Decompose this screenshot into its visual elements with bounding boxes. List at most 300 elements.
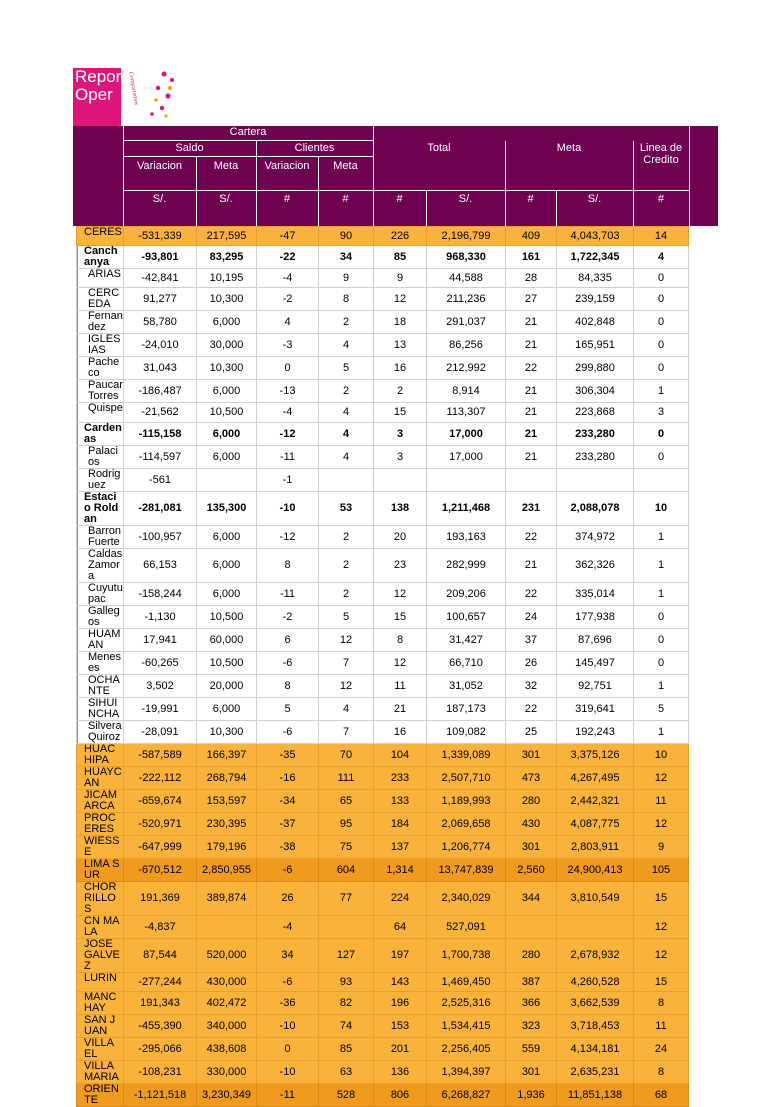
unit-meta-amount: S/. (587, 193, 602, 205)
table-row (77, 491, 689, 525)
table-row (77, 525, 689, 548)
cell: 2,635,231 (557, 1060, 634, 1083)
cell: 0 (634, 445, 689, 468)
cell: -11 (257, 582, 319, 605)
cell: 4 (319, 403, 374, 422)
cell: 2,088,078 (557, 491, 634, 525)
row-name: Cuyutupac (77, 582, 124, 605)
table-row (77, 789, 689, 812)
cell: -93,801 (124, 246, 197, 269)
cell: 1,339,089 (427, 743, 506, 766)
cell: 280 (506, 938, 557, 972)
cell: 11 (634, 1014, 689, 1037)
table-row (77, 445, 689, 468)
cell: 21 (506, 380, 557, 403)
row-name: Fernandez (77, 311, 124, 334)
cell: 2,256,405 (427, 1037, 506, 1060)
cell: -115,158 (124, 422, 197, 445)
cell: -13 (257, 380, 319, 403)
cell (319, 468, 374, 491)
cell: 10,500 (197, 605, 257, 628)
cell: 362,326 (557, 548, 634, 582)
cell: 191,343 (124, 991, 197, 1014)
row-name: OCHANTE (77, 674, 124, 697)
cell: 6,268,827 (427, 1083, 506, 1106)
cell: 143 (374, 972, 427, 991)
cell: 21 (506, 311, 557, 334)
cell: 2,507,710 (427, 766, 506, 789)
cell: 344 (506, 881, 557, 915)
cell: 306,304 (557, 380, 634, 403)
cell: -561 (124, 468, 197, 491)
cell (197, 915, 257, 938)
table-row (77, 1060, 689, 1083)
cell: 12 (634, 938, 689, 972)
cell: 6,000 (197, 380, 257, 403)
cell: -455,390 (124, 1014, 197, 1037)
row-name: Estacio Roldan (77, 491, 124, 525)
cell: 10 (634, 743, 689, 766)
cell: 12 (319, 628, 374, 651)
cell: 1,211,468 (427, 491, 506, 525)
table-row (77, 403, 689, 422)
row-name: IGLESIAS (77, 334, 124, 357)
cell: 409 (506, 227, 557, 246)
cell: 223,868 (557, 403, 634, 422)
cell: 22 (506, 357, 557, 380)
row-name: Gallegos (77, 605, 124, 628)
cell: 330,000 (197, 1060, 257, 1083)
table-row (77, 991, 689, 1014)
cell: 4 (319, 697, 374, 720)
table-row (77, 334, 689, 357)
cell: 11,851,138 (557, 1083, 634, 1106)
cell: -108,231 (124, 1060, 197, 1083)
cell: 1,722,345 (557, 246, 634, 269)
cell: 58,780 (124, 311, 197, 334)
cell: 87,696 (557, 628, 634, 651)
cell: 2,525,316 (427, 991, 506, 1014)
cell: 438,608 (197, 1037, 257, 1060)
row-name: Barron Fuerte (77, 525, 124, 548)
cell: 15 (374, 403, 427, 422)
cell: 231 (506, 491, 557, 525)
table-row (77, 1083, 689, 1106)
cell: 10,500 (197, 651, 257, 674)
cell: 34 (257, 938, 319, 972)
table-row (77, 380, 689, 403)
table-row (77, 835, 689, 858)
table-row (77, 628, 689, 651)
cell (427, 468, 506, 491)
cell: 2,196,799 (427, 227, 506, 246)
cell: 0 (257, 357, 319, 380)
cell: 10 (634, 491, 689, 525)
cell: 1 (634, 525, 689, 548)
table-row (77, 651, 689, 674)
cell: 6,000 (197, 525, 257, 548)
cell: 66,710 (427, 651, 506, 674)
row-name: VILLA MARIA (77, 1060, 124, 1083)
cell: -6 (257, 858, 319, 881)
cell: 280 (506, 789, 557, 812)
cell: 15 (374, 605, 427, 628)
cell: 22 (506, 582, 557, 605)
cell: -34 (257, 789, 319, 812)
cell: 0 (634, 334, 689, 357)
cell: 13 (374, 334, 427, 357)
cell: -295,066 (124, 1037, 197, 1060)
cell: 2,560 (506, 858, 557, 881)
cell: -36 (257, 991, 319, 1014)
cell: 64 (374, 915, 427, 938)
cell: -4 (257, 269, 319, 288)
cell: 105 (634, 858, 689, 881)
cell: 10,500 (197, 403, 257, 422)
cell: 12 (319, 674, 374, 697)
cell: 12 (374, 582, 427, 605)
cell: -670,512 (124, 858, 197, 881)
cell: -222,112 (124, 766, 197, 789)
cell: -47 (257, 227, 319, 246)
cell: 2 (319, 311, 374, 334)
cell: 2,442,321 (557, 789, 634, 812)
row-name: LIMA SUR (77, 858, 124, 881)
cell: 14 (634, 227, 689, 246)
cell: 74 (319, 1014, 374, 1037)
cell: 1,534,415 (427, 1014, 506, 1037)
cell: 17,000 (427, 422, 506, 445)
cell: 5 (319, 357, 374, 380)
cell: 3,502 (124, 674, 197, 697)
cell: 299,880 (557, 357, 634, 380)
row-name: HUAYCAN (77, 766, 124, 789)
cell: -22 (257, 246, 319, 269)
header-clientes: Clientes (294, 142, 335, 154)
cell: 192,243 (557, 720, 634, 743)
cell: 82 (319, 991, 374, 1014)
cell: -6 (257, 651, 319, 674)
cell: 86,256 (427, 334, 506, 357)
cell: 319,641 (557, 697, 634, 720)
cell: -6 (257, 720, 319, 743)
cell: 301 (506, 743, 557, 766)
cell: 387 (506, 972, 557, 991)
cell: 4 (319, 445, 374, 468)
row-name: SAN JUAN (77, 1014, 124, 1037)
cell: 25 (506, 720, 557, 743)
cell: 165,951 (557, 334, 634, 357)
cell: 153,597 (197, 789, 257, 812)
cell: 15 (634, 972, 689, 991)
cell: -21,562 (124, 403, 197, 422)
cell: -114,597 (124, 445, 197, 468)
cell: 1 (634, 548, 689, 582)
cell: -6 (257, 972, 319, 991)
cell: 63 (319, 1060, 374, 1083)
report-table (76, 226, 689, 1107)
cell: 0 (634, 288, 689, 311)
cell: -158,244 (124, 582, 197, 605)
cell: 187,173 (427, 697, 506, 720)
cell: 136 (374, 1060, 427, 1083)
header-cartera: Cartera (229, 126, 267, 138)
cell: 268,794 (197, 766, 257, 789)
cell: 201 (374, 1037, 427, 1060)
unit-clientes-variacion: # (283, 193, 291, 205)
cell: 137 (374, 835, 427, 858)
cell: 22 (506, 525, 557, 548)
cell: 233,280 (557, 422, 634, 445)
cell: 520,000 (197, 938, 257, 972)
cell: 17,000 (427, 445, 506, 468)
table-row (77, 422, 689, 445)
cell: 1 (634, 380, 689, 403)
cell: 9 (634, 835, 689, 858)
cell: 8 (374, 628, 427, 651)
cell: 138 (374, 491, 427, 525)
cell: 2,850,955 (197, 858, 257, 881)
cell (634, 468, 689, 491)
cell: 301 (506, 835, 557, 858)
cell: 1,206,774 (427, 835, 506, 858)
cell: 90 (319, 227, 374, 246)
row-name: JOSE GALVEZ (77, 938, 124, 972)
cell (319, 915, 374, 938)
cell: 22 (506, 697, 557, 720)
cell: -4 (257, 915, 319, 938)
cell: -4,837 (124, 915, 197, 938)
row-name: MANCHAY (77, 991, 124, 1014)
unit-linea: # (657, 193, 665, 205)
cell: 21 (506, 403, 557, 422)
cell: 1,936 (506, 1083, 557, 1106)
cell: 23 (374, 548, 427, 582)
cell: 233,280 (557, 445, 634, 468)
cell: -186,487 (124, 380, 197, 403)
cell: 20 (374, 525, 427, 548)
cell: 6,000 (197, 548, 257, 582)
cell: 4,134,181 (557, 1037, 634, 1060)
cell: 75 (319, 835, 374, 858)
cell: 177,938 (557, 605, 634, 628)
cell: 301 (506, 1060, 557, 1083)
row-name: HUAMAN (77, 628, 124, 651)
cell: 2 (319, 582, 374, 605)
cell: 166,397 (197, 743, 257, 766)
cell: 2 (319, 525, 374, 548)
cell: -24,010 (124, 334, 197, 357)
cell: 4,267,495 (557, 766, 634, 789)
cell: 430 (506, 812, 557, 835)
header-total: Total (427, 142, 451, 154)
table-row (77, 227, 689, 246)
cell: 8 (634, 991, 689, 1014)
table-row (77, 1037, 689, 1060)
cell: 2 (374, 380, 427, 403)
cell: -12 (257, 422, 319, 445)
cell: 6,000 (197, 311, 257, 334)
cell: 1,700,738 (427, 938, 506, 972)
cell: 16 (374, 720, 427, 743)
table-row (77, 357, 689, 380)
cell: 77 (319, 881, 374, 915)
row-name: Meneses (77, 651, 124, 674)
cell: 1,394,397 (427, 1060, 506, 1083)
cell: 5 (257, 697, 319, 720)
cell: 66,153 (124, 548, 197, 582)
cell: 1,314 (374, 858, 427, 881)
cell: 0 (257, 1037, 319, 1060)
cell: 1,189,993 (427, 789, 506, 812)
cell: -16 (257, 766, 319, 789)
cell: 3 (374, 422, 427, 445)
cell: 335,014 (557, 582, 634, 605)
svg-text:Compartamos: Compartamos (127, 71, 140, 106)
cell: 95 (319, 812, 374, 835)
cell: 3,230,349 (197, 1083, 257, 1106)
cell: 4 (257, 311, 319, 334)
cell: 3,810,549 (557, 881, 634, 915)
header-meta-saldo: Meta (213, 160, 239, 172)
cell: -10 (257, 1014, 319, 1037)
cell: 21 (374, 697, 427, 720)
cell: 6,000 (197, 422, 257, 445)
row-name: WIESSE (77, 835, 124, 858)
cell: 21 (506, 445, 557, 468)
cell: 111 (319, 766, 374, 789)
cell: 230,395 (197, 812, 257, 835)
cell: 10,195 (197, 269, 257, 288)
cell: 0 (634, 422, 689, 445)
table-row (77, 881, 689, 915)
cell: 323 (506, 1014, 557, 1037)
cell: 2,069,658 (427, 812, 506, 835)
cell: 16 (374, 357, 427, 380)
row-name: LURIN (77, 972, 124, 991)
table-row (77, 1014, 689, 1037)
cell: 6,000 (197, 697, 257, 720)
cell: 31,043 (124, 357, 197, 380)
cell: -2 (257, 605, 319, 628)
cell: -12 (257, 525, 319, 548)
cell: 37 (506, 628, 557, 651)
table-row (77, 269, 689, 288)
cell: 133 (374, 789, 427, 812)
cell: 127 (319, 938, 374, 972)
cell: 26 (506, 651, 557, 674)
cell: 6,000 (197, 582, 257, 605)
row-name: Cardenas (77, 422, 124, 445)
cell: -11 (257, 1083, 319, 1106)
cell: -531,339 (124, 227, 197, 246)
header-variacion-clientes: Variacion (264, 160, 310, 172)
row-name: VILLA EL (77, 1037, 124, 1060)
cell: 87,544 (124, 938, 197, 972)
cell: 85 (319, 1037, 374, 1060)
cell: 8 (319, 288, 374, 311)
cell: 91,277 (124, 288, 197, 311)
cell: -11 (257, 445, 319, 468)
cell: -1,130 (124, 605, 197, 628)
row-name: PROCERES (77, 812, 124, 835)
table-row (77, 468, 689, 491)
cell: 0 (634, 311, 689, 334)
cell (557, 468, 634, 491)
cell: 184 (374, 812, 427, 835)
cell: -1 (257, 468, 319, 491)
cell: 193,163 (427, 525, 506, 548)
cell: 10,300 (197, 357, 257, 380)
table-row (77, 674, 689, 697)
cell: 5 (634, 697, 689, 720)
unit-meta-count: # (527, 193, 534, 205)
table-row (77, 938, 689, 972)
cell: 60,000 (197, 628, 257, 651)
cell: 7 (319, 720, 374, 743)
table-row (77, 311, 689, 334)
table-row (77, 697, 689, 720)
cell: 3,375,126 (557, 743, 634, 766)
cell: 3 (374, 445, 427, 468)
row-name: Caldas Zamora (77, 548, 124, 582)
row-name: Paucar Torres (77, 380, 124, 403)
row-name: ARIAS (77, 269, 124, 288)
cell: 8 (634, 1060, 689, 1083)
cell: 135,300 (197, 491, 257, 525)
cell: 0 (634, 651, 689, 674)
cell: 68 (634, 1083, 689, 1106)
cell: 9 (374, 269, 427, 288)
cell: 7 (319, 651, 374, 674)
cell: 27 (506, 288, 557, 311)
cell: 12 (634, 915, 689, 938)
report-title: Reporte Oper (73, 68, 121, 126)
cell: -520,971 (124, 812, 197, 835)
cell: 8,914 (427, 380, 506, 403)
table-row (77, 915, 689, 938)
cell: 0 (634, 628, 689, 651)
cell: -38 (257, 835, 319, 858)
table-row (77, 288, 689, 311)
cell: 161 (506, 246, 557, 269)
cell: 12 (634, 766, 689, 789)
table-row (77, 246, 689, 269)
cell: 3 (634, 403, 689, 422)
table-row (77, 812, 689, 835)
cell: 226 (374, 227, 427, 246)
cell: 145,497 (557, 651, 634, 674)
cell: 239,159 (557, 288, 634, 311)
cell: 6 (257, 628, 319, 651)
cell: 20,000 (197, 674, 257, 697)
cell: 104 (374, 743, 427, 766)
cell: 2,340,029 (427, 881, 506, 915)
row-name: Silvera Quiroz (77, 720, 124, 743)
cell: -647,999 (124, 835, 197, 858)
cell: 153 (374, 1014, 427, 1037)
cell: 3,662,539 (557, 991, 634, 1014)
table-row (77, 548, 689, 582)
row-name: SIHUINCHA (77, 697, 124, 720)
cell: 31,427 (427, 628, 506, 651)
cell: 217,595 (197, 227, 257, 246)
cell: 806 (374, 1083, 427, 1106)
cell: 8 (257, 548, 319, 582)
cell: 282,999 (427, 548, 506, 582)
cell: -28,091 (124, 720, 197, 743)
cell: 6,000 (197, 445, 257, 468)
